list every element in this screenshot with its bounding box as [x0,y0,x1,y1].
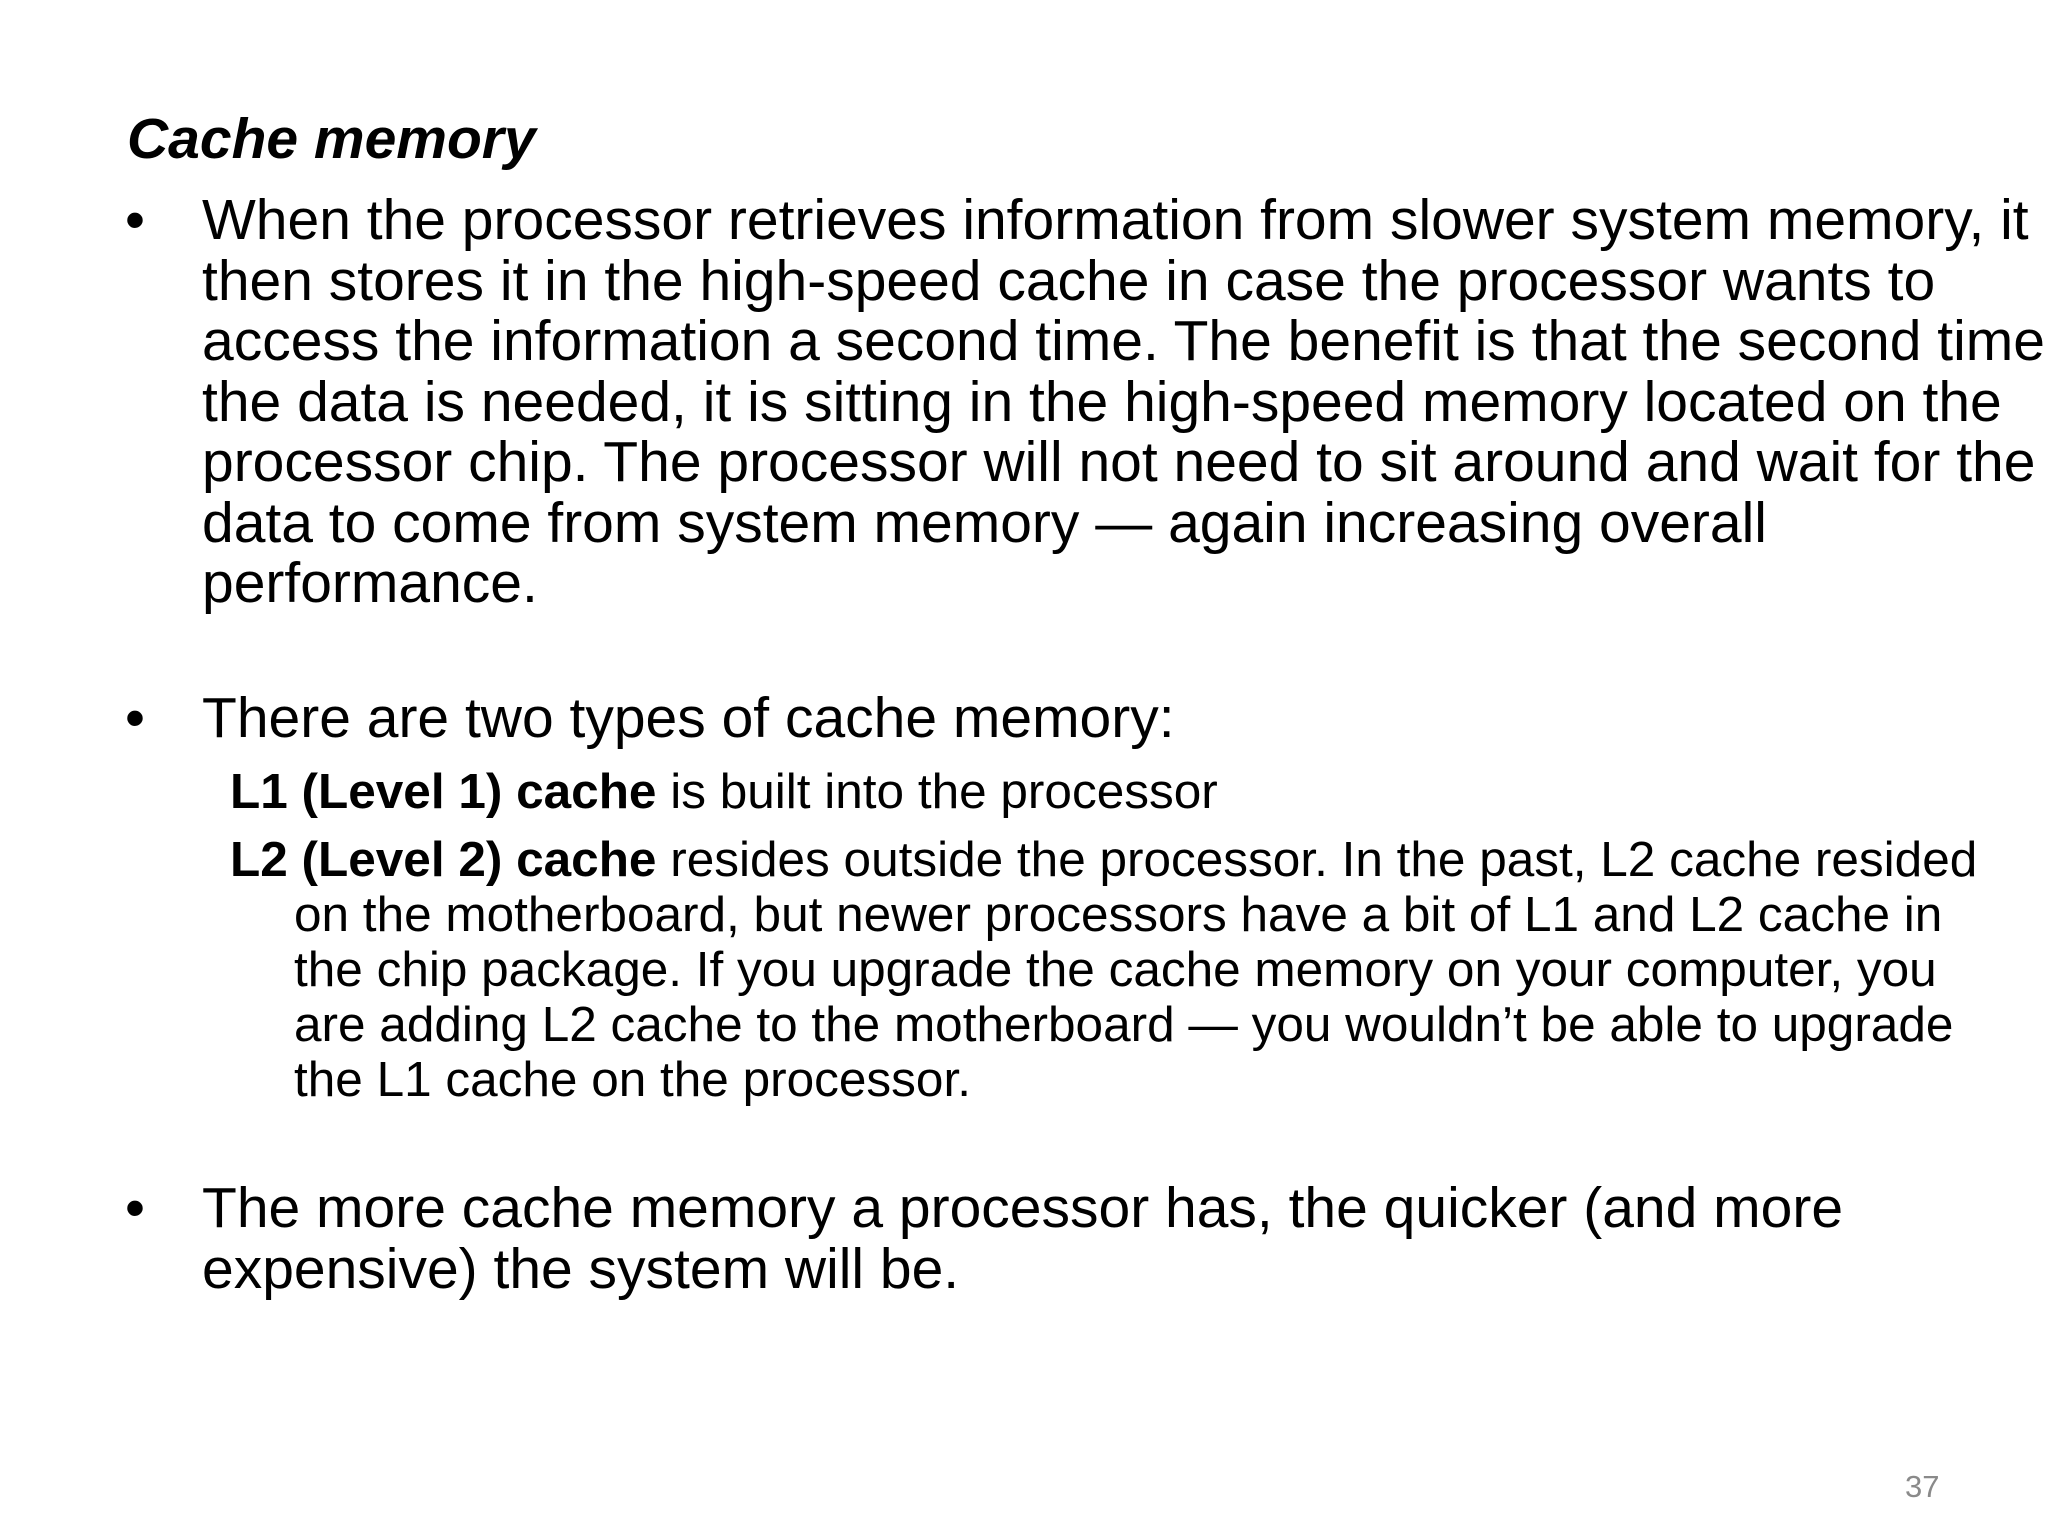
bullet-marker: • [125,1176,145,1240]
bullet-text: There are two types of cache memory: [202,686,1175,750]
bullet-marker: • [125,188,145,252]
sub-item-l1-cache [230,764,1950,819]
sub-item-text: is built into the processor [656,764,1218,819]
sub-item-l2-cache [230,832,2014,1107]
sub-item-text: resides outside the processor. In the past, L2 cache resided on the motherboard, but newer processors have a bit of L1 and L2 cache in the chip package. If you upgrade the cache memory on your computer, you are adding L2 cache to the motherboard — you wouldn’t be able to upgrade the L1 cache on the processor. [294,832,1978,1107]
sub-item-lead: L2 (Level 2) cache [230,832,657,887]
bullet-marker: • [125,686,145,750]
bullet-item [125,688,1985,750]
bullet-text: When the processor retrieves information from slower system memory, it then stores it in the high-speed cache in case the processor wants to access the information a second time. The benefit is that the second time the data is needed, it is sitting in the high-speed memory located on the processor chip. The processor will not need to sit around and wait for the data to come from system memory — again increasing overall performance. [202,188,2045,615]
page-number: 37 [1905,1469,1940,1504]
bullet-item [125,1178,1985,1300]
bullet-text: The more cache memory a processor has, the quicker (and more expensive) the system will be. [202,1176,1844,1301]
sub-item-lead: L1 (Level 1) cache [230,764,657,819]
bullet-item [125,188,2045,670]
slide-title: Cache memory [127,107,536,171]
